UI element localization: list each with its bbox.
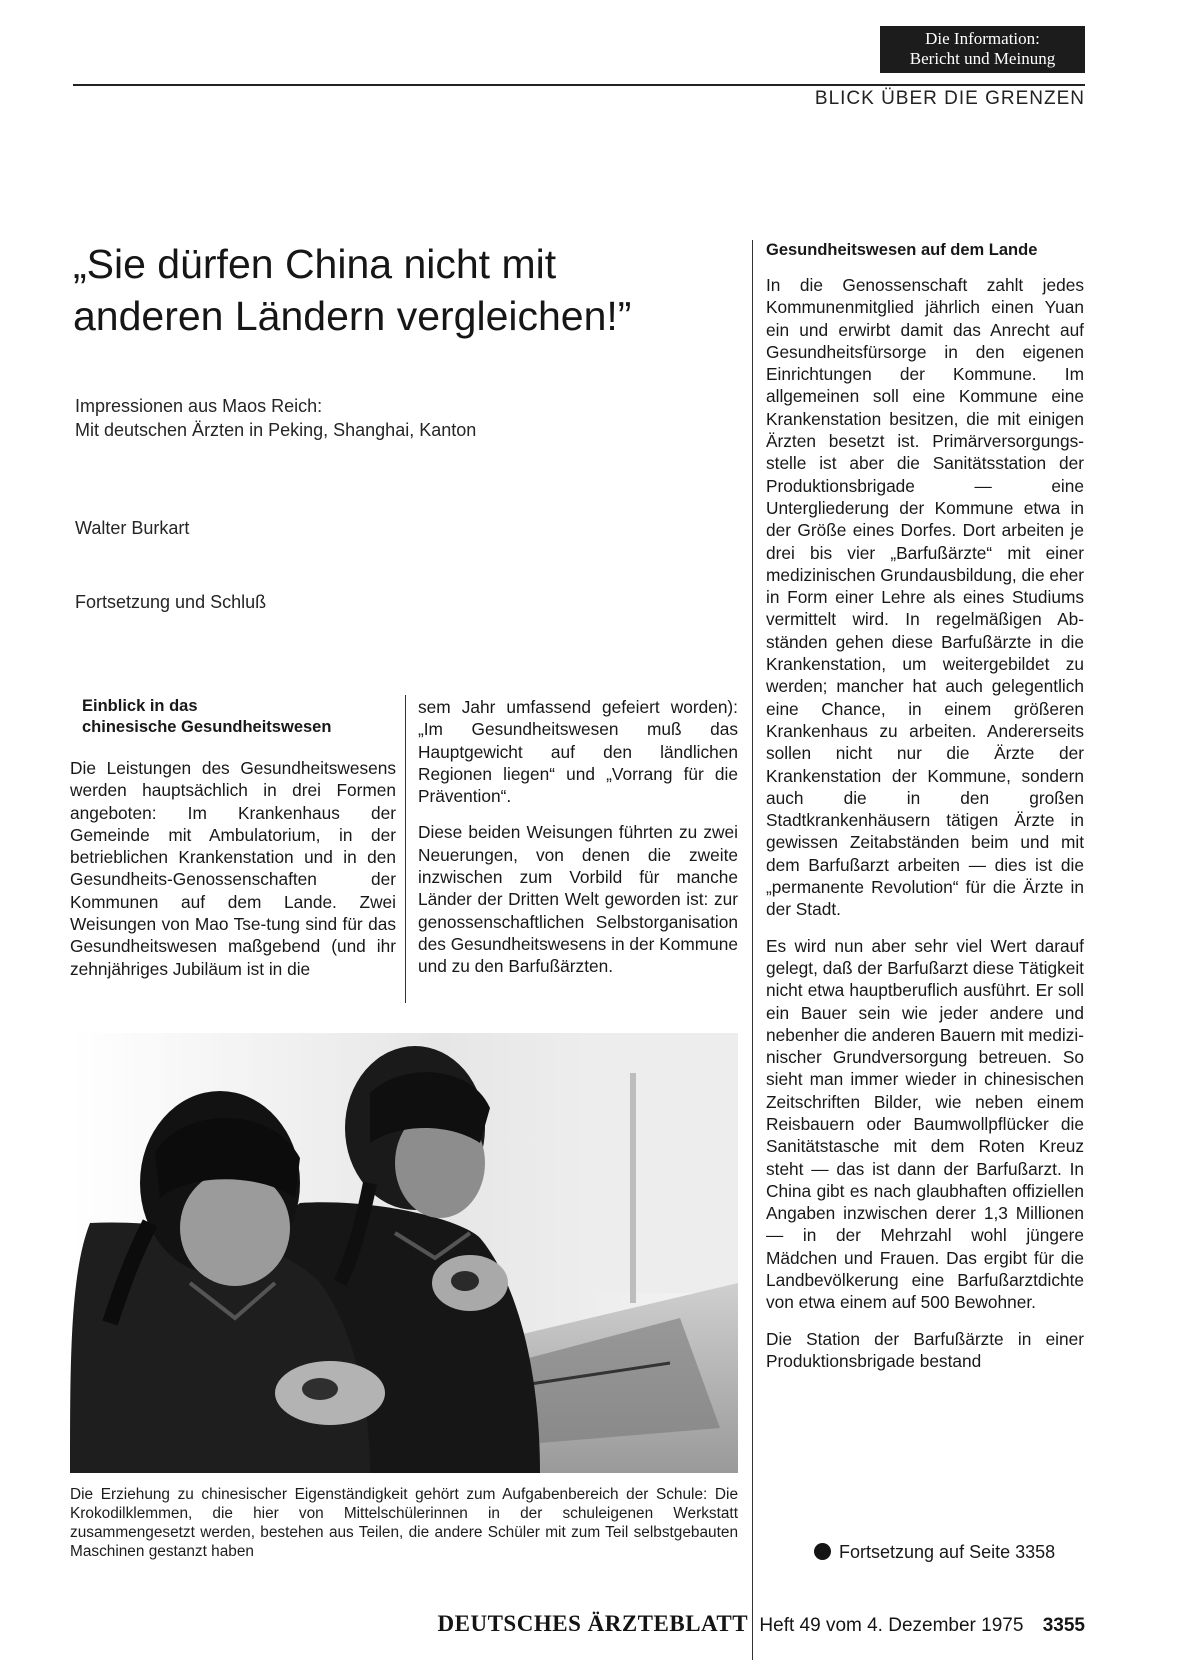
subtitle-line-1: Impressionen aus Maos Reich: — [75, 396, 323, 416]
column-divider-right — [752, 240, 753, 1660]
column-1-paragraph: Die Leistungen des Gesundheitswesens werden hauptsächlich in drei Formen angeboten: Im Krankenhaus der Gemeinde mit Ambulatorium, in der betrieblichen Krankenstation und in den Gesundheits-Genossenschaften der Kommunen auf dem Lande. Zwei Weisungen von Mao Tse-tung sind für das Gesundheitswesen maßgebend (und ihr zehnjähriges Jubiläum ist in die — [70, 758, 396, 979]
column-2-paragraph-2: Diese beiden Weisungen führten zu zwei Neuerungen, von denen die zweite inzwischen zum Vorbild für manche Länder der Dritten Welt geworden ist: zur genossenschaftlichen Selbstorganisation des Gesundheitswesens in der Kommune und zu den Barfußärzten. — [418, 822, 738, 977]
heading-line-2: chinesische Gesundheitswesen — [82, 718, 332, 736]
footer — [438, 1611, 1085, 1637]
column-2-paragraph-1: sem Jahr umfassend gefeiert worden): „Im Gesundheitswesen muß das Hauptgewicht auf den ländlichen Regionen liegen“ und „Vorrang für die Prävention“. — [418, 697, 738, 807]
magazine-name: DEUTSCHES ÄRZTEBLATT — [437, 1611, 749, 1636]
tag-line-1: Die Information: — [925, 29, 1040, 48]
continuation-note: Fortsetzung und Schluß — [75, 592, 267, 612]
column-3-paragraph-2: Es wird nun aber sehr viel Wert darauf gelegt, daß der Barfußarzt diese Tätigkeit nicht etwa hauptberuflich ausführt. Er soll ein Bauer sein wie jeder andere und nebenher die anderen Bauern mit medizinischer Grundversorgung betreuen. So sieht man immer wieder in chinesischen Zeitschriften Bilder, wie neben einem Reisbauern oder Baumwollpflücker die Sanitätstasche mit dem Roten Kreuz steht — das ist dann der Barfußarzt. In China gibt es nach glaubhaften offiziellen Angaben inzwischen derer 1,3 Millionen — in der Mehrzahl wohl jüngere Mädchen und Frauen. Das ergibt für die Landbevölkerung eine Barfußarztdichte von etwa einem auf 500 Bewohner. — [766, 935, 1084, 1313]
column-3-heading: Gesundheitswesen auf dem Lande — [766, 241, 1038, 259]
subtitle-line-2: Mit deutschen Ärzten in Peking, Shanghai, Kanton — [75, 420, 477, 440]
heading-line-1: Einblick in das — [82, 697, 198, 715]
tag-line-2: Bericht und Meinung — [909, 49, 1056, 68]
column-1 — [70, 693, 396, 994]
header-rule — [73, 84, 1085, 86]
issue-info: Heft 49 vom 4. Dezember 1975 — [759, 1615, 1024, 1636]
article-title — [73, 238, 713, 342]
title-line-1: „Sie dürfen China nicht mit — [73, 241, 557, 287]
column-2 — [418, 696, 738, 992]
continued-text: Fortsetzung auf Seite 3358 — [839, 1542, 1056, 1562]
column-3 — [766, 240, 1084, 1386]
author: Walter Burkart — [75, 518, 190, 538]
photo-caption: Die Erziehung zu chinesischer Eigenständigkeit gehört zum Aufgabenbereich der Schule: Die Krokodilklemmen, die hier von Mittelschülerinnen in der schuleigenen Werkstatt zusammengesetzt werden, bestehen aus Teilen, die andere Schüler mit zum Teil selbstgebauten Maschinen gestanzt haben — [70, 1486, 738, 1560]
title-line-2: anderen Ländern vergleichen!” — [73, 293, 632, 339]
continued-note — [814, 1542, 1055, 1563]
column-3-paragraph-1: In die Genossenschaft zahlt jedes Kommunenmitglied jährlich einen Yuan ein und erwirbt damit das Anrecht auf Gesundheitsfürsorge in den eigenen Einrichtungen der Kommune. Im allgemeinen soll eine Kommune eine Krankenstation besitzen, die mit einigen Ärzten besetzt ist. Primärversorgungsstelle ist aber die Sanitätsstation der Produktionsbrigade — eine Untergliederung der Kommune etwa in der Größe eines Dorfes. Dort arbeiten je drei bis vier „Barfußärzte“ mit einer medizinischen Grundausbildung, die eher in Form einer Lehre als eines Studiums vermittelt wird. In regelmäßigen Abständen gehen diese Barfußärzte in die Krankenstation, um weitergebildet zu werden; mancher hat auch gelegentlich eine Chance, in einem größeren Krankenhaus zu arbeiten. Andererseits sollen nicht nur die Ärzte der Krankenstation der Kommune, sondern auch die in den großen Stadtkrankenhäusern tätigen Ärzte in gewissen Zeitabständen beim und mit dem Barfußarzt arbeiten — dies ist die „permanente Revolution“ für die Ärzte in der Stadt. — [766, 275, 1084, 920]
section-tag — [880, 26, 1085, 73]
column-divider — [405, 695, 406, 1003]
column-3-paragraph-3: Die Station der Barfußärzte in einer Produktionsbrigade bestand — [766, 1328, 1084, 1371]
article-subtitle — [75, 394, 695, 442]
photo-image — [70, 1033, 738, 1473]
article-photo — [70, 1033, 738, 1473]
bullet-icon — [814, 1543, 831, 1560]
column-1-heading — [70, 696, 396, 738]
section-title: BLICK ÜBER DIE GRENZEN — [814, 88, 1085, 109]
page-number: 3355 — [1042, 1615, 1085, 1636]
